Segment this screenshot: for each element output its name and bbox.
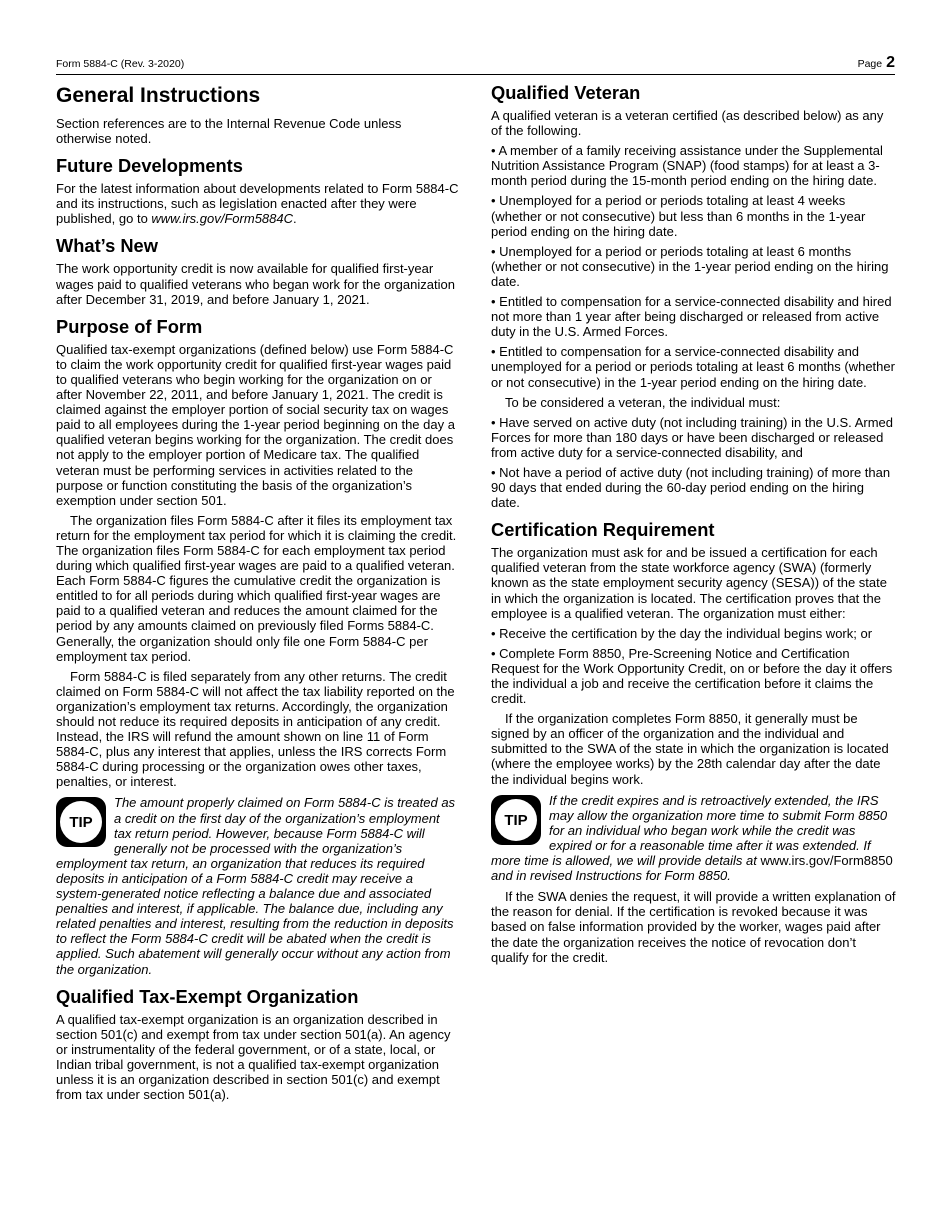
future-paragraph <box>56 181 459 226</box>
qv-bullet: • A member of a family receiving assistance under the Supplemental Nutrition Assistance Program (SNAP) (food stamps) for at least a 3-month period during the 15-month period ending on the hiring date. <box>491 143 883 189</box>
certification-heading: Certification Requirement <box>491 519 715 541</box>
page-label: Page <box>857 58 883 70</box>
qualified-veteran-heading: Qualified Veteran <box>491 82 641 103</box>
tip-icon <box>56 797 106 847</box>
page-indicator <box>858 54 895 72</box>
cert-paragraph-2: If the organization completes Form 8850, it generally must be signed by an officer of the organization and the individual and submitted to the SWA of the state in which the organization is located (where the employee works) by the 28th calendar day after the date the individual begins work. <box>491 711 889 787</box>
purpose-heading: Purpose of Form <box>56 315 203 337</box>
purpose-paragraph-2: The organization files Form 5884-C after it files its employment tax return for the employment tax period for which it is claiming the credit. The organization files Form 5884-C for each employment tax period during which qualified first-year wages are paid to a qualified veteran. Each Form 5884-C figures the cumulative credit the organization is entitled to for all periods during which qualified first-year wages are paid to a qualified veteran and reduces the amount claimed for the period by any amounts claimed on previously filed Forms 5884-C. Generally, the organization should only file one Form 5884-C per employment tax period. <box>56 512 457 664</box>
right-column <box>491 80 896 970</box>
purpose-paragraph-1: Qualified tax-exempt organizations (defined below) use Form 5884-C to claim the work opportunity credit for qualified first-year wages paid to qualified veterans who begin working for the organization on or after November 22, 2011, and before January 1, 2021. The credit is claimed against the employer portion of social security tax on wages paid to all employees during the 1-year period beginning on the day a qualified veteran begins working for the organization. The credit does not apply to the employer portion of Medicare tax. The qualified veteran must be performing services in activities related to the purpose or function constituting the basis of the organization’s exemption under section 501. <box>56 341 455 508</box>
general-instructions-heading: General Instructions <box>56 84 261 107</box>
cert-bullet: • Complete Form 8850, Pre-Screening Notice and Certification Request for the Work Opportunity Credit, on or before the day it offers the individual a job and receive the certification before it claims the credit. <box>491 645 893 707</box>
whats-new-heading: What’s New <box>56 235 158 257</box>
qv-paragraph-2: To be considered a veteran, the individual must: <box>505 394 781 410</box>
future-text-end: . <box>293 211 297 227</box>
tip-label: TIP <box>504 811 528 829</box>
tip2-text-end: and in revised Instructions for Form 8850. <box>491 868 731 884</box>
cert-paragraph-1: The organization must ask for and be issued a certification for each qualified veteran from the state workforce agency (SWA) (formerly known as the state employment security agency (SESA)) of the state in which the organization is located. The certification proves that the employee is a qualified veteran. The organization must either: <box>491 545 887 621</box>
general-paragraph: Section references are to the Internal Revenue Code unless otherwise noted. <box>56 116 402 147</box>
purpose-paragraph-3: Form 5884-C is filed separately from any other returns. The credit claimed on Form 5884-C will not affect the tax liability reported on the organization’s employment tax returns. Accordingly, the organization should not reduce its required deposits in anticipation of any credit. Instead, the IRS will refund the amount shown on line 11 of Form 5884-C, plus any interest that applies, unless the IRS corrects Form 5884-C during processing or the organization owes other taxes, penalties, or interest. <box>56 668 455 790</box>
page-header <box>56 54 895 75</box>
cert-paragraph-3: If the SWA denies the request, it will provide a written explanation of the reason for denial. If the certification is revoked because it was based on false information provided by the worker, wages paid after the date the organization receives the notice of revocation don’t qualify for the credit. <box>491 889 896 965</box>
qv-bullet: • Unemployed for a period or periods totaling at least 4 weeks (whether or not consecutive) but less than 6 months in the 1-year period ending on the hiring date. <box>491 193 866 239</box>
future-text: For the latest information about developments related to Form 5884-C and its instructions, such as legislation enacted after they were published, go to <box>56 181 459 227</box>
tip-text-2 <box>491 793 896 884</box>
qv-bullet: • Entitled to compensation for a service-connected disability and unemployed for a period or periods totaling at least 6 months (whether or not consecutive) in the 1-year period ending on the hiring date. <box>491 344 895 390</box>
qv-bullet: • Unemployed for a period or periods totaling at least 6 months (whether or not consecutive) in the 1-year period ending on the hiring date. <box>491 243 889 289</box>
tip2-text: If the credit expires and is retroactively extended, the IRS may allow the organization more time to submit Form 8850 for an individual who began work while the credit was expired or for a reasonable time after it was extended. If more time is allowed, we will provide details at <box>491 792 888 869</box>
tip-icon <box>491 795 541 845</box>
tip-box-2 <box>491 793 896 884</box>
form5884c-link[interactable]: www.irs.gov/Form5884C <box>151 211 294 227</box>
page-number: 2 <box>886 54 895 71</box>
future-developments-heading: Future Developments <box>56 155 243 177</box>
qv-bullet: • Not have a period of active duty (not including training) of more than 90 days that ended during the 60-day period ending on the hiring date. <box>491 464 891 511</box>
qv-bullet: • Entitled to compensation for a service-connected disability and hired not more than 1 year after being discharged or released from active duty in the U.S. Armed Forces. <box>491 294 892 340</box>
cert-bullet: • Receive the certification by the day the individual begins work; or <box>491 625 873 641</box>
left-column <box>56 80 459 1107</box>
qv-paragraph-1: A qualified veteran is a veteran certified (as described below) as any of the following. <box>491 108 884 139</box>
qv-bullet: • Have served on active duty (not including training) in the U.S. Armed Forces for more than 180 days or have been discharged or released from active duty for a service-connected disability, and <box>491 414 893 460</box>
form-id: Form 5884-C (Rev. 3-2020) <box>56 58 185 70</box>
form8850-link[interactable]: www.irs.gov/Form8850 <box>760 853 893 869</box>
tip-text-1: The amount properly claimed on Form 5884-C is treated as a credit on the first day of the organization’s employment tax return period. However, because Form 5884-C will generally not be processed with the organization’s employment tax return, an organization that reduces its required deposits in anticipation of a Form 5884-C credit may receive a system-generated notice reflecting a balance due and associated penalties and interest, if applicable. The balance due, including any related penalties and interest, resulting from the reduction in deposits to reflect the Form 5884-C credit will be abated when the credit is applied. Such abatement will generally occur without any action from the organization. <box>56 795 456 977</box>
tip-label: TIP <box>69 814 93 832</box>
whats-new-paragraph: The work opportunity credit is now available for qualified first-year wages paid to qualified veterans who began work for the organization after December 31, 2019, and before January 1, 2021. <box>56 261 455 307</box>
tip-box-1 <box>56 795 459 976</box>
qteo-paragraph: A qualified tax-exempt organization is an organization described in section 501(c) and exempt from tax under section 501(a). An agency or instrumentality of the federal government, or of a state, local, or Indian tribal government, is not a qualified tax-exempt organization unless it is an organization described in section 501(c) and exempt from tax under section 501(a). <box>56 1011 451 1103</box>
qteo-heading: Qualified Tax-Exempt Organization <box>56 985 359 1007</box>
